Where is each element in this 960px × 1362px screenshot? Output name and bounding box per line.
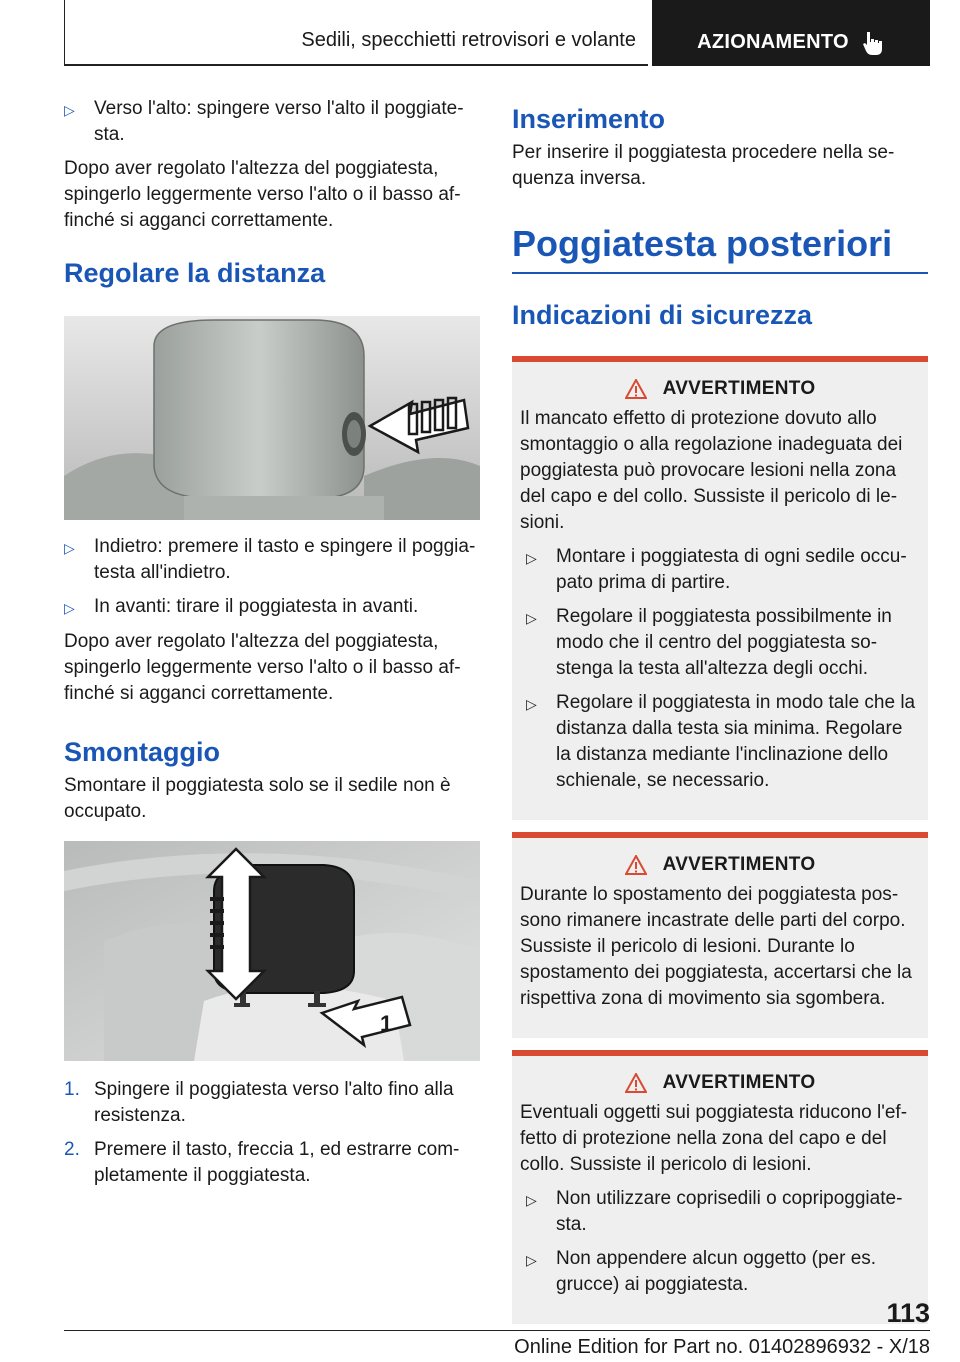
heading-insert: Inserimento	[512, 104, 666, 134]
list-item: ▷ Montare i poggiatesta di ogni sedile occupato prima di partire.	[526, 544, 920, 596]
warning-triangle-icon	[625, 855, 647, 875]
chapter-title: AZIONAMENTO	[697, 31, 849, 53]
figure-callout-1: 1	[380, 1011, 393, 1036]
headrest-distance-figure	[64, 316, 480, 520]
triangle-bullet-icon: ▷	[526, 1192, 537, 1208]
section-title: Sedili, specchietti retrovisori e volante	[64, 0, 648, 66]
chapter-tab	[652, 0, 930, 66]
list-item: ▷ Indietro: premere il tasto e spingere il poggiatesta all'indietro.	[64, 534, 480, 586]
list-item: ▷ Non utilizzare coprisedili o copripoggiatesta.	[526, 1186, 920, 1238]
list-item: ▷ In avanti: tirare il poggiatesta in avanti.	[64, 594, 480, 621]
triangle-bullet-icon: ▷	[64, 600, 75, 616]
headrest-removal-figure	[64, 841, 480, 1061]
warning-title: AVVERTIMENTO	[662, 378, 816, 399]
page-header	[64, 0, 930, 66]
list-item: 1. Spingere il poggiatesta verso l'alto fino alla resistenza.	[64, 1079, 454, 1126]
list-item: ▷ Verso l'alto: spingere verso l'alto il poggiatesta.	[64, 96, 480, 148]
list-item: ▷ Regolare il poggiatesta possibilmente in modo che il centro del poggiatesta sostenga la testa all'altezza degli occhi.	[526, 604, 920, 682]
warning-title: AVVERTIMENTO	[662, 854, 816, 875]
right-column	[512, 96, 928, 1336]
paragraph: Smontare il poggiatesta solo se il sedile non è occupato.	[64, 775, 451, 822]
heading-rule	[512, 272, 928, 274]
list-item: 2. Premere il tasto, freccia 1, ed estrarre completamente il poggiatesta.	[64, 1139, 460, 1186]
paragraph: Per inserire il poggiatesta procedere nella sequenza inversa.	[512, 142, 895, 189]
warning-box: AVVERTIMENTO Eventuali oggetti sui poggiatesta riducono l'effetto di protezione nella zona del capo e del collo. Sussiste il pericolo di lesioni. ▷ Non utilizzare coprisedili o copripoggiatesta. ▷ Non appendere alcun oggetto (per es. grucce) ai poggiatesta.	[512, 1050, 928, 1324]
warning-title: AVVERTIMENTO	[662, 1072, 816, 1093]
page-number: 113	[886, 1298, 930, 1328]
warning-box: AVVERTIMENTO Il mancato effetto di protezione dovuto allo smontaggio o alla regolazione inadeguata dei poggiatesta può provocare lesioni nella zona del capo e del collo. Sussiste il pericolo di lesioni. ▷ Montare i poggiatesta di ogni sedile occupato prima di partire. ▷ Regolare il poggiatesta possibilmente in modo che il centro del poggiatesta sostenga la testa all'altezza degli occhi. ▷ Regolare il poggiatesta in modo tale che la distanza dalla testa sia minima. Regolare la distanza mediante l'inclinazione dello schienale, se necessario.	[512, 356, 928, 820]
warning-triangle-icon	[625, 379, 647, 399]
triangle-bullet-icon: ▷	[526, 1252, 537, 1268]
warning-box: AVVERTIMENTO Durante lo spostamento dei poggiatesta possono rimanere incastrate delle parti del corpo. Sussiste il pericolo di lesioni. Durante lo spostamento dei poggiatesta, accertarsi che la rispettiva zona di movimento sia sgombera.	[512, 832, 928, 1038]
hand-pointer-icon	[863, 30, 885, 56]
heading-distance: Regolare la distanza	[64, 258, 326, 288]
paragraph: Dopo aver regolato l'altezza del poggiatesta, spingerlo leggermente verso l'alto o il basso affinché si agganci correttamente.	[64, 158, 461, 231]
edition-note: Online Edition for Part no. 01402896932 - X/18	[514, 1336, 930, 1358]
heading-removal: Smontaggio	[64, 737, 220, 767]
left-column	[64, 96, 480, 1197]
triangle-bullet-icon: ▷	[526, 696, 537, 712]
triangle-bullet-icon: ▷	[526, 610, 537, 626]
triangle-bullet-icon: ▷	[64, 540, 75, 556]
triangle-bullet-icon: ▷	[64, 102, 75, 118]
footer-rule	[64, 1330, 930, 1331]
triangle-bullet-icon: ▷	[526, 550, 537, 566]
paragraph: Dopo aver regolato l'altezza del poggiatesta, spingerlo leggermente verso l'alto o il basso affinché si agganci correttamente.	[64, 631, 461, 704]
heading-safety: Indicazioni di sicurezza	[512, 300, 813, 330]
list-item: ▷ Regolare il poggiatesta in modo tale che la distanza dalla testa sia minima. Regolare la distanza mediante l'inclinazione dello schienale, se necessario.	[526, 690, 920, 794]
heading-rear-headrests: Poggiatesta posteriori	[512, 223, 893, 264]
warning-triangle-icon	[625, 1073, 647, 1093]
list-item: ▷ Non appendere alcun oggetto (per es. grucce) ai poggiatesta.	[526, 1246, 920, 1298]
